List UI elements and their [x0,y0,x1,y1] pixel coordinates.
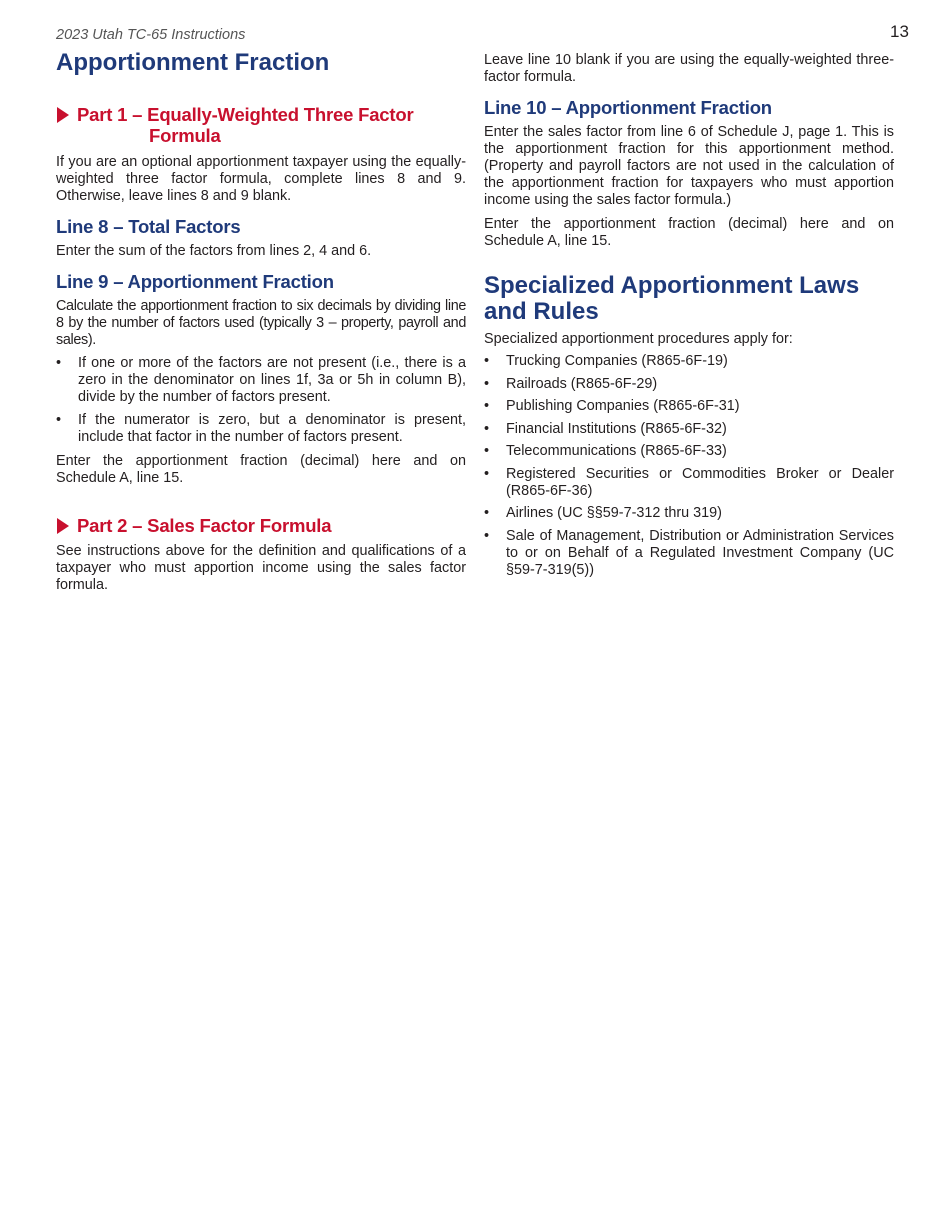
list-item [484,528,894,579]
triangle-bullet-icon [57,107,69,123]
bullet-icon: • [484,443,490,459]
line8-text: Enter the sum of the factors from lines 2, 4 and 6. [56,243,372,259]
bullet-icon: • [484,527,490,544]
line10-text: Enter the sales factor from line 6 of Schedule J, page 1. This is the apportionment fraction for this apportionment method. (Property and payroll factors are not used in the calculation of the apportionment fraction for taxpayers who must apportion income using the sales factor formula.) [484,124,894,208]
part1-intro: If you are an optional apportionment taxpayer using the equally-weighted three factor formula, complete lines 8 and 9. Otherwise, leave lines 8 and 9 blank. [56,154,466,204]
bullet-icon: • [56,355,62,371]
bullet-icon: • [484,420,490,437]
list-item [484,443,894,460]
part1-heading-line1: Part 1 – Equally-Weighted Three Factor [77,104,414,125]
list-item-text: Publishing Companies (R865-6F-31) [506,398,740,414]
list-item [484,505,894,522]
left-column [56,50,466,594]
line10-closing: Enter the apportionment fraction (decimal) here and on Schedule A, line 15. [484,216,894,249]
section-title-apportionment-fraction: Apportionment Fraction [56,49,330,76]
list-item [56,412,466,446]
list-item [484,353,894,370]
list-item-text: Airlines (UC §§59-7-312 thru 319) [506,505,722,521]
list-item-text: If the numerator is zero, but a denominator is present, include that factor in the number of factors present. [78,412,466,445]
list-item-text: If one or more of the factors are not present (i.e., there is a zero in the denominator on lines 1f, 3a or 5h in column B), divide by the number of factors present. [78,355,466,405]
line9-bullet-list [56,355,466,446]
bullet-icon: • [484,465,490,482]
list-item-text: Trucking Companies (R865-6F-19) [506,353,728,369]
list-item-text: Sale of Management, Distribution or Administration Services to or on Behalf of a Regulated Investment Company (UC §59-7-319(5)) [506,527,894,578]
specialized-title-line2: and Rules [484,298,599,325]
bullet-icon: • [484,353,490,369]
part2-heading [56,515,466,536]
line8-heading: Line 8 – Total Factors [56,216,241,237]
list-item [484,376,894,393]
part2-heading-text: Part 2 – Sales Factor Formula [77,515,332,536]
specialized-title-line1: Specialized Apportionment Laws [484,272,860,299]
specialized-intro: Specialized apportionment procedures apply for: [484,331,793,347]
line9-heading: Line 9 – Apportionment Fraction [56,271,334,292]
list-item-text: Financial Institutions (R865-6F-32) [506,420,727,437]
list-item-text: Telecommunications (R865-6F-33) [506,443,727,459]
bullet-icon: • [484,505,490,521]
part2-text: See instructions above for the definition and qualifications of a taxpayer who must apportion income using the sales factor formula. [56,543,466,593]
specialized-bullet-list [484,353,894,579]
part1-heading [56,104,466,146]
bullet-icon: • [56,412,62,428]
list-item [484,466,894,500]
bullet-icon: • [484,375,490,392]
list-item [56,355,466,406]
specialized-title [484,273,894,325]
page-number: 13 [890,22,909,41]
line9-text: Calculate the apportionment fraction to six decimals by dividing line 8 by the number of factors used (typically 3 – property, payroll and sales). [56,298,466,348]
triangle-bullet-icon [57,518,69,534]
right-column [484,52,894,579]
leave-line10-blank-text: Leave line 10 blank if you are using the equally-weighted three-factor formula. [484,52,894,85]
running-head-title: 2023 Utah TC-65 Instructions [56,27,246,43]
list-item [484,421,894,438]
part1-heading-line2: Formula [149,125,221,146]
bullet-icon: • [484,398,490,414]
list-item [484,398,894,415]
line9-closing: Enter the apportionment fraction (decimal) here and on Schedule A, line 15. [56,453,466,486]
line10-heading: Line 10 – Apportionment Fraction [484,97,772,118]
list-item-text: Railroads (R865-6F-29) [506,375,658,392]
list-item-text: Registered Securities or Commodities Broker or Dealer (R865-6F-36) [506,465,894,499]
